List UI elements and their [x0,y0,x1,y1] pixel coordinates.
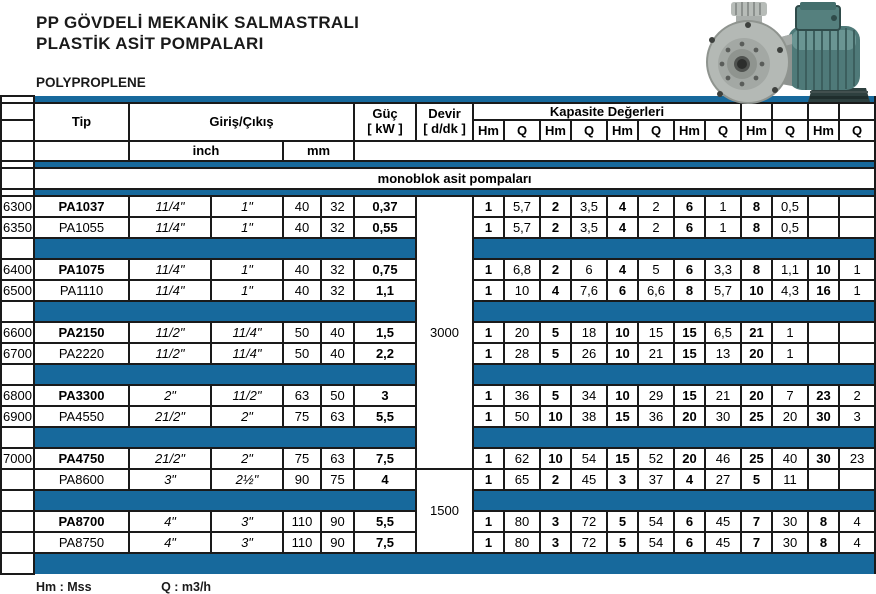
flow-q-cell: 45 [571,469,607,490]
power-cell: 0,55 [354,217,416,238]
flow-q-cell: 54 [638,511,674,532]
flow-q-cell: 7,6 [571,280,607,301]
inlet-mm-cell: 75 [283,406,321,427]
flow-q-cell [839,196,875,217]
head-hm-cell: 20 [741,385,772,406]
head-hm-cell: 4 [607,217,638,238]
head-hm-cell: 30 [808,448,839,469]
blank-header-cell [354,141,875,161]
head-hm-cell: 10 [741,280,772,301]
head-hm-cell: 3 [607,469,638,490]
flow-q-cell: 38 [571,406,607,427]
blank-header-cell [808,103,839,120]
flow-q-cell: 1 [772,343,808,364]
head-hm-cell: 7 [741,511,772,532]
outlet-inch-cell: 3" [211,532,283,553]
flow-q-cell: 15 [638,322,674,343]
outlet-mm-cell: 63 [321,406,354,427]
flow-q-cell: 45 [705,511,741,532]
flow-q-cell: 4 [839,532,875,553]
blank-header-cell [34,141,129,161]
col-header-hm: Hm [741,120,772,141]
head-hm-cell: 6 [674,532,705,553]
head-hm-cell: 8 [741,196,772,217]
inlet-inch-cell: 3" [129,469,211,490]
inlet-inch-cell: 21/2" [129,448,211,469]
flow-q-cell: 6,5 [705,322,741,343]
page-title-line1: PP GÖVDELİ MEKANİK SALMASTRALI [36,13,360,32]
head-hm-cell: 8 [808,532,839,553]
row-code: 6350 [1,217,34,238]
row-code: 7000 [1,448,34,469]
row-code: 6900 [1,406,34,427]
outlet-mm-cell: 32 [321,217,354,238]
q-legend: Q : m3/h [161,579,212,594]
flow-q-cell: 2 [638,196,674,217]
outlet-inch-cell: 1" [211,259,283,280]
flow-q-cell: 5,7 [504,196,540,217]
col-header-hm: Hm [540,120,571,141]
flow-q-cell: 34 [571,385,607,406]
pump-type-cell: PA1037 [34,196,129,217]
flow-q-cell: 21 [638,343,674,364]
inlet-inch-cell: 21/2" [129,406,211,427]
head-hm-cell: 25 [741,406,772,427]
speed-cell: 3000 [416,196,473,469]
outlet-inch-cell: 1" [211,280,283,301]
head-hm-cell: 4 [607,259,638,280]
head-hm-cell: 1 [473,217,504,238]
col-header-devir: Devir [ d/dk ] [416,103,473,141]
flow-q-cell: 6,8 [504,259,540,280]
flow-q-cell: 5,7 [705,280,741,301]
power-cell: 3 [354,385,416,406]
head-hm-cell: 2 [540,259,571,280]
pump-spec-table [0,95,876,575]
head-hm-cell: 1 [473,448,504,469]
flow-q-cell: 1 [839,280,875,301]
inlet-mm-cell: 75 [283,448,321,469]
col-header-giris-cikis: Giriş/Çıkış [129,103,354,141]
pump-photo-illustration [700,0,872,104]
flow-q-cell: 5,7 [504,217,540,238]
flow-q-cell: 80 [504,532,540,553]
head-hm-cell: 21 [741,322,772,343]
table-row [1,469,875,490]
flow-q-cell: 6,6 [638,280,674,301]
flow-q-cell: 4 [839,511,875,532]
outlet-inch-cell: 11/4" [211,322,283,343]
head-hm-cell: 3 [540,511,571,532]
head-hm-cell: 1 [473,322,504,343]
table-row [1,196,875,217]
inlet-inch-cell: 11/4" [129,217,211,238]
flow-q-cell: 52 [638,448,674,469]
flow-q-cell [839,322,875,343]
col-header-hm: Hm [607,120,638,141]
head-hm-cell [808,217,839,238]
head-hm-cell: 20 [674,406,705,427]
head-hm-cell: 20 [674,448,705,469]
head-hm-cell: 15 [607,448,638,469]
flow-q-cell: 10 [504,280,540,301]
inlet-inch-cell: 11/2" [129,322,211,343]
head-hm-cell: 6 [674,196,705,217]
head-hm-cell: 16 [808,280,839,301]
col-header-q: Q [571,120,607,141]
material-label: POLYPROPLENE [36,74,146,90]
power-cell: 0,37 [354,196,416,217]
head-hm-cell: 15 [674,322,705,343]
outlet-mm-cell: 90 [321,532,354,553]
outlet-inch-cell: 2" [211,448,283,469]
row-code: 6500 [1,280,34,301]
power-cell: 7,5 [354,448,416,469]
head-hm-cell: 8 [741,217,772,238]
head-hm-cell: 5 [540,322,571,343]
pump-type-cell: PA2150 [34,322,129,343]
pump-type-cell: PA8600 [34,469,129,490]
table-header [1,96,875,161]
flow-q-cell: 3 [839,406,875,427]
speed-cell: 1500 [416,469,473,553]
flow-q-cell: 50 [504,406,540,427]
head-hm-cell: 1 [473,196,504,217]
head-hm-cell: 2 [540,217,571,238]
inlet-mm-cell: 110 [283,532,321,553]
flow-q-cell: 18 [571,322,607,343]
flow-q-cell: 46 [705,448,741,469]
flow-q-cell: 2 [839,385,875,406]
head-hm-cell: 30 [808,406,839,427]
flow-q-cell: 4,3 [772,280,808,301]
legend-footer [0,575,874,594]
pump-type-cell: PA4550 [34,406,129,427]
head-hm-cell: 6 [607,280,638,301]
flow-q-cell: 1 [705,217,741,238]
head-hm-cell: 15 [607,406,638,427]
blank-header-cell [741,103,772,120]
head-hm-cell [808,196,839,217]
flow-q-cell: 54 [638,532,674,553]
head-hm-cell: 5 [540,385,571,406]
outlet-inch-cell: 3" [211,511,283,532]
head-hm-cell: 10 [607,322,638,343]
flow-q-cell: 5 [638,259,674,280]
col-header-inch: inch [129,141,283,161]
outlet-mm-cell: 63 [321,448,354,469]
inlet-mm-cell: 110 [283,511,321,532]
power-cell: 4 [354,469,416,490]
hm-legend: Hm : Mss [36,579,92,594]
flow-q-cell: 1 [772,322,808,343]
inlet-mm-cell: 50 [283,343,321,364]
inlet-inch-cell: 2" [129,385,211,406]
pump-type-cell: PA1055 [34,217,129,238]
head-hm-cell: 1 [473,469,504,490]
inlet-mm-cell: 40 [283,217,321,238]
flow-q-cell [839,343,875,364]
head-hm-cell: 1 [473,385,504,406]
col-header-guc: Güç [ kW ] [354,103,416,141]
pump-photo [700,0,872,104]
outlet-mm-cell: 32 [321,280,354,301]
flow-q-cell: 20 [504,322,540,343]
section-header [1,161,875,196]
flow-q-cell: 36 [638,406,674,427]
head-hm-cell: 7 [741,532,772,553]
blank-header-cell [772,103,808,120]
inlet-inch-cell: 4" [129,511,211,532]
head-hm-cell: 4 [540,280,571,301]
outlet-inch-cell: 2" [211,406,283,427]
power-cell: 7,5 [354,532,416,553]
head-hm-cell: 4 [674,469,705,490]
power-cell: 5,5 [354,406,416,427]
head-hm-cell: 6 [674,511,705,532]
col-header-q: Q [504,120,540,141]
row-code [1,469,34,490]
head-hm-cell: 25 [741,448,772,469]
outlet-inch-cell: 2½" [211,469,283,490]
inlet-mm-cell: 40 [283,280,321,301]
head-hm-cell: 6 [674,217,705,238]
blank-header-cell [839,103,875,120]
flow-q-cell: 23 [839,448,875,469]
row-code: 6400 [1,259,34,280]
flow-q-cell: 36 [504,385,540,406]
head-hm-cell: 5 [607,532,638,553]
flow-q-cell: 2 [638,217,674,238]
head-hm-cell: 20 [741,343,772,364]
pump-type-cell: PA3300 [34,385,129,406]
head-hm-cell: 10 [540,406,571,427]
head-hm-cell: 15 [674,385,705,406]
outlet-mm-cell: 75 [321,469,354,490]
pump-type-cell: PA1075 [34,259,129,280]
head-hm-cell: 1 [473,259,504,280]
inlet-mm-cell: 90 [283,469,321,490]
outlet-mm-cell: 40 [321,322,354,343]
col-header-q: Q [839,120,875,141]
flow-q-cell: 62 [504,448,540,469]
pump-type-cell: PA8700 [34,511,129,532]
flow-q-cell: 28 [504,343,540,364]
flow-q-cell: 65 [504,469,540,490]
flow-q-cell: 1,1 [772,259,808,280]
inlet-inch-cell: 11/4" [129,280,211,301]
outlet-mm-cell: 50 [321,385,354,406]
col-header-tip: Tip [34,103,129,141]
flow-q-cell: 6 [571,259,607,280]
outlet-mm-cell: 90 [321,511,354,532]
col-header-hm: Hm [473,120,504,141]
inlet-inch-cell: 4" [129,532,211,553]
flow-q-cell: 0,5 [772,217,808,238]
head-hm-cell: 10 [607,343,638,364]
inlet-inch-cell: 11/4" [129,196,211,217]
outlet-mm-cell: 32 [321,259,354,280]
flow-q-cell: 1 [705,196,741,217]
head-hm-cell: 1 [473,532,504,553]
flow-q-cell: 11 [772,469,808,490]
flow-q-cell: 1 [839,259,875,280]
power-cell: 5,5 [354,511,416,532]
col-header-mm: mm [283,141,354,161]
flow-q-cell: 21 [705,385,741,406]
inlet-mm-cell: 63 [283,385,321,406]
head-hm-cell: 1 [473,280,504,301]
flow-q-cell: 0,5 [772,196,808,217]
pump-type-cell: PA1110 [34,280,129,301]
flow-q-cell: 20 [772,406,808,427]
flow-q-cell: 3,5 [571,196,607,217]
outlet-inch-cell: 1" [211,196,283,217]
page-title-line2: PLASTİK ASİT POMPALARI [36,34,264,54]
section-title: monoblok asit pompaları [34,168,875,189]
head-hm-cell: 2 [540,196,571,217]
row-code: 6800 [1,385,34,406]
data-rows [1,196,875,574]
flow-q-cell: 45 [705,532,741,553]
row-code [1,532,34,553]
inlet-mm-cell: 50 [283,322,321,343]
head-hm-cell: 1 [473,343,504,364]
inlet-mm-cell: 40 [283,259,321,280]
head-hm-cell: 23 [808,385,839,406]
outlet-inch-cell: 1" [211,217,283,238]
flow-q-cell: 40 [772,448,808,469]
blue-band [1,161,875,168]
flow-q-cell: 7 [772,385,808,406]
col-header-q: Q [638,120,674,141]
head-hm-cell: 3 [540,532,571,553]
flow-q-cell: 13 [705,343,741,364]
flow-q-cell: 26 [571,343,607,364]
pump-type-cell: PA4750 [34,448,129,469]
head-hm-cell: 1 [473,511,504,532]
flow-q-cell: 80 [504,511,540,532]
head-hm-cell: 1 [473,406,504,427]
outlet-inch-cell: 11/4" [211,343,283,364]
head-hm-cell [808,322,839,343]
flow-q-cell: 30 [772,511,808,532]
flow-q-cell: 27 [705,469,741,490]
inlet-inch-cell: 11/2" [129,343,211,364]
head-hm-cell: 5 [607,511,638,532]
head-hm-cell: 8 [808,511,839,532]
flow-q-cell: 72 [571,532,607,553]
head-hm-cell: 6 [674,259,705,280]
flow-q-cell: 54 [571,448,607,469]
head-hm-cell: 4 [607,196,638,217]
pump-type-cell: PA2220 [34,343,129,364]
head-hm-cell [808,343,839,364]
row-code: 6700 [1,343,34,364]
head-hm-cell: 5 [741,469,772,490]
power-cell: 1,5 [354,322,416,343]
col-header-hm: Hm [674,120,705,141]
power-cell: 2,2 [354,343,416,364]
flow-q-cell: 30 [705,406,741,427]
outlet-inch-cell: 11/2" [211,385,283,406]
outlet-mm-cell: 32 [321,196,354,217]
col-header-kapasite: Kapasite Değerleri [473,103,741,120]
inlet-mm-cell: 40 [283,196,321,217]
head-hm-cell: 10 [607,385,638,406]
flow-q-cell: 3,3 [705,259,741,280]
flow-q-cell [839,469,875,490]
flow-q-cell: 29 [638,385,674,406]
head-hm-cell: 5 [540,343,571,364]
inlet-inch-cell: 11/4" [129,259,211,280]
row-code: 6600 [1,322,34,343]
head-hm-cell: 8 [741,259,772,280]
row-code: 6300 [1,196,34,217]
head-hm-cell: 8 [674,280,705,301]
flow-q-cell: 30 [772,532,808,553]
head-hm-cell [808,469,839,490]
power-cell: 1,1 [354,280,416,301]
col-header-hm: Hm [808,120,839,141]
flow-q-cell: 3,5 [571,217,607,238]
row-code [1,511,34,532]
head-hm-cell: 10 [808,259,839,280]
power-cell: 0,75 [354,259,416,280]
flow-q-cell: 72 [571,511,607,532]
head-hm-cell: 2 [540,469,571,490]
flow-q-cell: 37 [638,469,674,490]
outlet-mm-cell: 40 [321,343,354,364]
head-hm-cell: 15 [674,343,705,364]
col-header-q: Q [705,120,741,141]
head-hm-cell: 10 [540,448,571,469]
pump-type-cell: PA8750 [34,532,129,553]
blue-band [1,189,875,196]
flow-q-cell [839,217,875,238]
bottom-blue-band [1,553,875,574]
col-header-q: Q [772,120,808,141]
